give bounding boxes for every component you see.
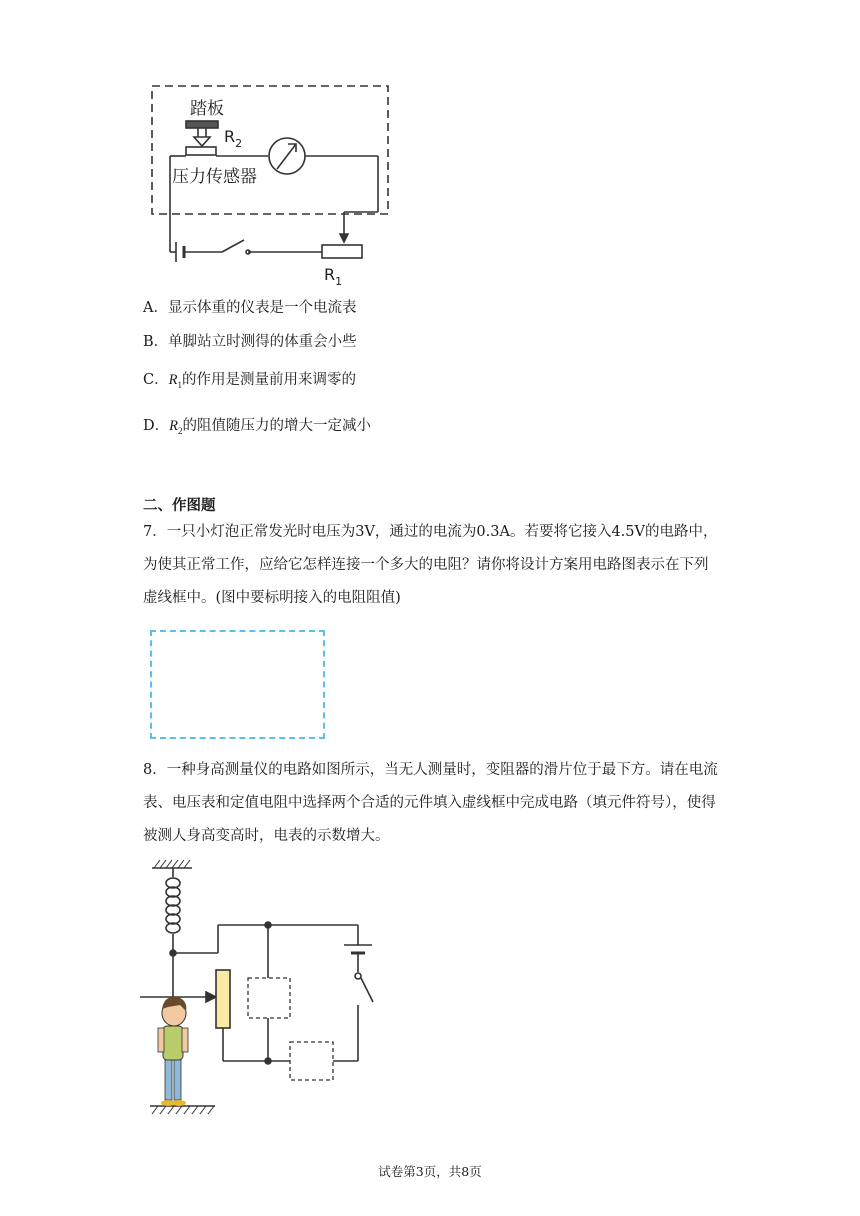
pedal-label: 踏板 bbox=[190, 99, 224, 119]
sensor-label: 压力传感器 bbox=[172, 167, 257, 187]
dashed-box-lower bbox=[290, 1042, 333, 1080]
spring bbox=[166, 878, 180, 933]
question-7-text: 7．一只小灯泡正常发光时电压为3V，通过的电流为0.3A。若要将它接入4.5V的电路中，为使其正常工作，应给它怎样连接一个多大的电阻？请你将设计方案用电路图表示在下列虚线框中。(图中要标明接入的电阻阻值) bbox=[143, 524, 718, 606]
section-title: 二、作图题 bbox=[143, 497, 216, 514]
dashed-box-upper bbox=[248, 978, 290, 1018]
pedal bbox=[186, 121, 218, 128]
question-8-text: 8．一种身高测量仪的电路如图所示，当无人测量时，变阻器的滑片位于最下方。请在电流表、电压表和定值电阻中选择两个合适的元件填入虚线框中完成电路（填元件符号），使得被测人身高变高时，电表的示数增大。 bbox=[143, 762, 718, 844]
r1-rheostat bbox=[322, 245, 362, 258]
option-b: B．单脚站立时测得的体重会小些 bbox=[143, 334, 357, 350]
r1-symbol: $R_1$ bbox=[168, 372, 182, 390]
person-figure bbox=[158, 997, 188, 1106]
r2-symbol: $R_2$ bbox=[169, 418, 183, 436]
rheostat bbox=[216, 970, 230, 1028]
page-footer: 试卷第3页，共8页 bbox=[378, 1164, 482, 1179]
option-a: A．显示体重的仪表是一个电流表 bbox=[143, 300, 357, 316]
height-meter-circuit-figure bbox=[140, 855, 390, 1117]
r2-sensor-resistor bbox=[186, 147, 216, 155]
r1-label: $R_1$ bbox=[324, 265, 343, 288]
option-c: C．$R_1$的作用是测量前用来调零的 bbox=[143, 372, 356, 390]
weight-scale-circuit-figure bbox=[140, 80, 400, 290]
option-d: D．$R_2$的阻值随压力的增大一定减小 bbox=[143, 418, 371, 436]
q7-answer-box[interactable] bbox=[150, 630, 325, 739]
r2-label: $R_2$ bbox=[224, 127, 243, 150]
